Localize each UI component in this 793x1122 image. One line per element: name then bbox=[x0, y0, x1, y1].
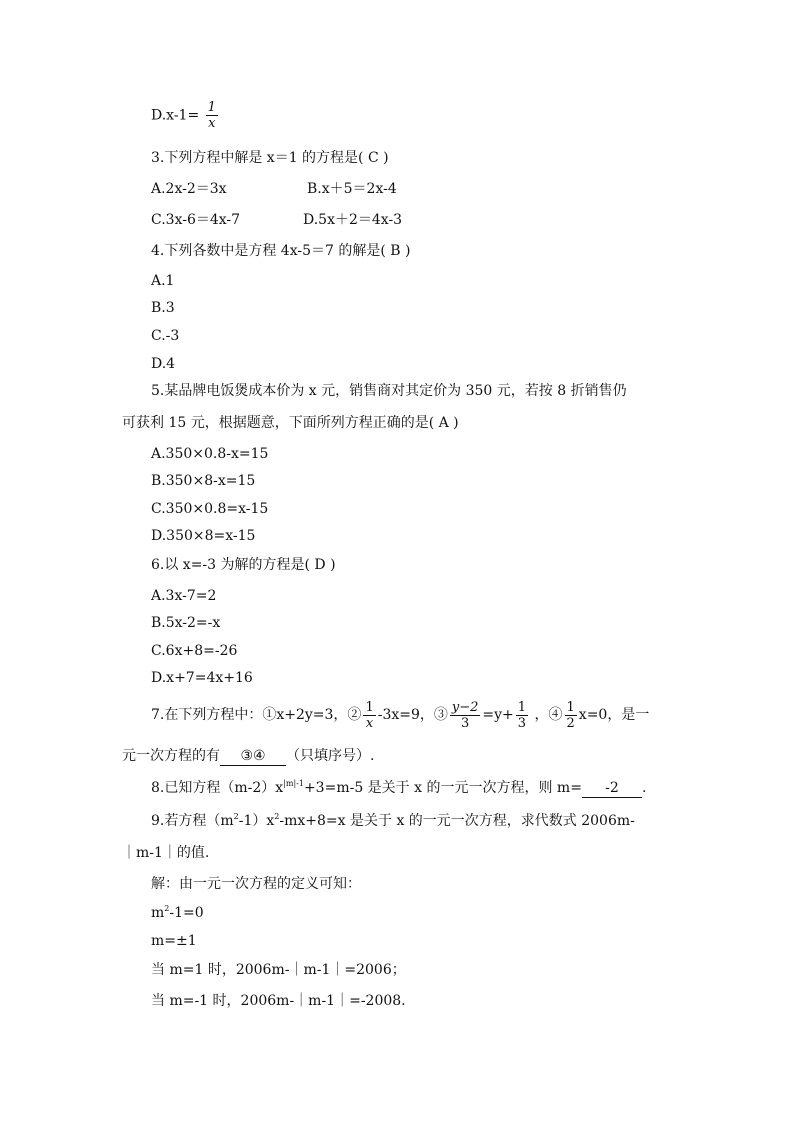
q7-fraction-3 bbox=[516, 700, 528, 731]
q9-stem-line1 bbox=[151, 812, 635, 830]
q7-f1-den: x bbox=[365, 715, 374, 731]
q3-option-c: C.3x-6＝4x-7 bbox=[151, 212, 241, 228]
q4-stem: 4.下列各数中是方程 4x-5＝7 的解是( B ) bbox=[151, 243, 411, 259]
solution-line-3: m=±1 bbox=[151, 933, 197, 949]
q7-line2-pre: 元一次方程的有 bbox=[122, 748, 220, 764]
q7-f3-den: 3 bbox=[517, 715, 527, 731]
q5-option-d: D.350×8=x-15 bbox=[151, 528, 256, 544]
q6-option-b: B.5x-2=-x bbox=[151, 615, 221, 631]
q3-option-a: A.2x-2＝3x bbox=[151, 181, 227, 197]
q4-option-b: B.3 bbox=[151, 300, 175, 316]
q8-exponent: |m|-1 bbox=[283, 779, 304, 788]
q2d-den: x bbox=[208, 116, 216, 131]
q5-stem-line2: 可获利 15 元，根据题意，下面所列方程正确的是( A ) bbox=[122, 415, 459, 431]
q7-stem-line1 bbox=[151, 697, 649, 733]
q8-post: . bbox=[641, 780, 647, 796]
q7-mid3: ，④ bbox=[530, 707, 563, 723]
solution-line-1: 解：由一元一次方程的定义可知： bbox=[151, 876, 361, 892]
q6-option-d: D.x+7=4x+16 bbox=[151, 670, 253, 686]
q7-f4-num: 1 bbox=[566, 699, 575, 715]
q8-answer-blank: -2 bbox=[582, 779, 642, 798]
solution-line-4: 当 m=1 时，2006m-｜m-1｜=2006； bbox=[151, 962, 406, 978]
q7-f3-num: 1 bbox=[517, 699, 527, 715]
q7-f4-den: 2 bbox=[566, 715, 575, 731]
q5-stem-line1: 5.某品牌电饭煲成本价为 x 元，销售商对其定价为 350 元，若按 8 折销售仍 bbox=[151, 383, 627, 399]
q9-mid1: -1）x bbox=[238, 813, 275, 829]
q8-stem bbox=[151, 779, 646, 798]
q2-option-d bbox=[151, 100, 220, 131]
q8-pre: 8.已知方程（m-2）x bbox=[151, 780, 284, 796]
q2d-prefix: D.x-1= bbox=[151, 107, 204, 124]
q7-stem-line2 bbox=[122, 747, 374, 766]
q7-fraction-4 bbox=[565, 700, 577, 731]
solution-line-5: 当 m=-1 时，2006m-｜m-1｜=-2008. bbox=[151, 993, 406, 1009]
q7-fraction-2 bbox=[450, 700, 481, 731]
q3-option-d: D.5x＋2＝4x-3 bbox=[303, 212, 403, 228]
q7-f2-den: 3 bbox=[461, 715, 470, 731]
q7-answer-blank: ③④ bbox=[220, 747, 286, 766]
q7-tail: x=0，是一 bbox=[578, 707, 650, 723]
q4-option-c: C.-3 bbox=[151, 328, 180, 344]
q3-option-b: B.x＋5＝2x-4 bbox=[307, 181, 397, 197]
q5-option-b: B.350×8-x=15 bbox=[151, 473, 256, 489]
q2d-num: 1 bbox=[207, 100, 216, 115]
q5-option-c: C.350×0.8=x-15 bbox=[151, 501, 269, 517]
q3-options-row1 bbox=[151, 180, 397, 198]
sol-l2-sup: 2 bbox=[164, 904, 170, 913]
q9-pre: 9.若方程（m bbox=[151, 813, 234, 829]
q9-sup2: 2 bbox=[274, 812, 280, 821]
q5-option-a: A.350×0.8-x=15 bbox=[151, 446, 269, 462]
q6-stem: 6.以 x=-3 为解的方程是( D ) bbox=[151, 557, 336, 573]
solution-line-2 bbox=[151, 904, 204, 922]
q7-line2-post: （只填序号）. bbox=[286, 748, 375, 764]
q7-lead: 7.在下列方程中：①x+2y=3，② bbox=[151, 707, 362, 723]
q6-option-c: C.6x+8=-26 bbox=[151, 643, 238, 659]
q9-mid2: -mx+8=x 是关于 x 的一元一次方程，求代数式 2006m- bbox=[279, 813, 635, 829]
q7-f1-num: 1 bbox=[365, 699, 374, 715]
q6-option-a: A.3x-7=2 bbox=[151, 588, 217, 604]
sol-l2-pre: m bbox=[151, 905, 165, 921]
q3-options-row2 bbox=[151, 211, 402, 229]
q7-f2-num: y−2 bbox=[451, 699, 479, 715]
q8-mid: +3=m-5 是关于 x 的一元一次方程，则 m= bbox=[303, 780, 582, 796]
q4-option-a: A.1 bbox=[151, 273, 175, 289]
q7-mid1: -3x=9，③ bbox=[377, 707, 448, 723]
q7-mid2: =y+ bbox=[482, 707, 514, 723]
q2d-fraction bbox=[206, 100, 218, 131]
q4-option-d: D.4 bbox=[151, 356, 176, 372]
q9-stem-line2: ｜m-1｜的值. bbox=[122, 845, 210, 861]
q3-stem: 3.下列方程中解是 x＝1 的方程是( C ) bbox=[151, 150, 389, 166]
sol-l2-post: -1=0 bbox=[169, 905, 204, 921]
q9-sup1: 2 bbox=[233, 812, 239, 821]
q7-fraction-1 bbox=[363, 700, 375, 731]
